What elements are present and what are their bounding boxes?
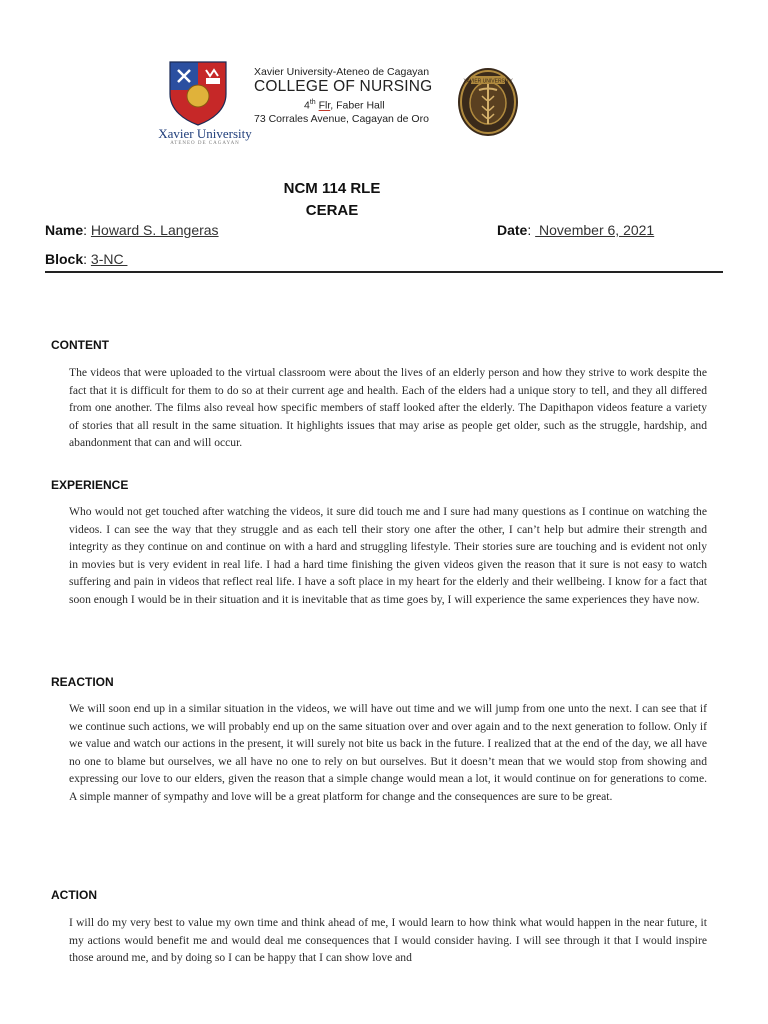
floor-building: , Faber Hall: [330, 99, 385, 112]
section-reaction: [45, 675, 723, 806]
date-label: Date: [497, 222, 528, 238]
date-value: November 6, 2021: [535, 222, 655, 238]
header-divider: [45, 271, 723, 273]
section-text: I will do my very best to value my own time and think ahead of me, I would learn to how think what would happen in the near future, it my actions would benefit me and would deal me consequences that I would consider having. I will see through it that I would inspire those around me, and by doing so I can be happy that I can show love and: [69, 916, 707, 965]
letterhead-floor: [254, 96, 454, 113]
section-text: The videos that were uploaded to the virtual classroom were about the lives of an elderly person and how they strive to work despite the fact that it is difficult for them to do so at their current age and health. Each of the elders had a unique story to tell, and they all differed from one another. The films also reveal how specific members of staff looked after the elderly. The Dapithapon videos feature a variety of stories that all result in the same situation. It highlights issues that may arise as people get older, such as the struggle, hardship, and abandonment that can and will occur.: [69, 366, 707, 450]
floor-abbreviation: Flr: [318, 99, 331, 112]
date-field: Date: November 6, 2021: [497, 222, 655, 238]
section-heading: CONTENT: [51, 338, 109, 352]
floor-number: 4: [304, 99, 310, 112]
letterhead-university: Xavier University-Ateneo de Cagayan: [254, 66, 430, 78]
block-field: Block: 3-NC: [45, 251, 128, 267]
letterhead-address: 73 Corrales Avenue, Cagayan de Oro: [254, 112, 429, 125]
section-text: Who would not get touched after watching the videos, it sure did touch me and I sure had many questions as I continue on watching the videos. I can see the way that they struggle and as each tell their story one after the other, I can’t help but admire their strength and integrity as they continue on and continue on with a hard and struggling lifestyle. Their stories sure are touching and is evident not only in movies but is very evident in real life. I had a hard time finishing the given videos given the reason that it sure is not easy to watch suffering and pain in videos that reflect real life. I have a soft place in my heart for the elderly and their wellbeing. I know for a fact that soon enough I would be in their situation and it is inevitable that as time goes by, I will experience the same experiences they have now.: [69, 505, 707, 606]
name-label: Name: [45, 222, 84, 238]
xavier-university-logo: [150, 60, 260, 144]
section-action: [45, 888, 723, 967]
course-subtitle: CERAE: [305, 202, 359, 219]
university-logo-text: Xavier University: [158, 126, 252, 141]
course-title: NCM 114 RLE: [283, 180, 381, 197]
university-shield-icon: [150, 60, 260, 126]
section-heading: ACTION: [51, 888, 97, 902]
section-text: We will soon end up in a similar situation in the videos, we will have out time and we will jump from one unto the next. I can see that if we continue such actions, we will probably end up on the same situation over and over again and to the next generation to follow. Only if we value and watch our actions in the present, it will surely not bite us back in the future. I realized that at the end of the day, we all have no one to blame but ourselves, we all have no one to rely on but ourselves. But it doesn’t mean that we would stop from showing and expressing our love to our elders, given the reason that a simple change would mean a lot, it would continue on for generations to come. A simple manner of sympathy and love will be a great platform for change and the consequences are sure to be great.: [69, 702, 707, 803]
section-content: [45, 338, 723, 452]
name-value: Howard S. Langeras: [90, 222, 219, 238]
section-heading: EXPERIENCE: [51, 478, 129, 492]
name-field: Name: Howard S. Langeras: [45, 222, 219, 238]
section-heading: REACTION: [51, 675, 114, 689]
nursing-seal-icon: [455, 66, 521, 138]
college-of-nursing-seal: [455, 66, 521, 138]
section-experience: [45, 478, 723, 609]
block-label: Block: [45, 251, 84, 267]
letterhead: [254, 66, 454, 126]
block-value: 3-NC: [90, 251, 128, 267]
title-block: [232, 178, 432, 222]
seal-ring-text: XAVIER UNIVERSITY: [463, 78, 513, 85]
university-logo-subtext: ATENEO DE CAGAYAN: [170, 141, 240, 146]
letterhead-college: COLLEGE OF NURSING: [254, 78, 433, 95]
floor-superscript: th: [309, 99, 316, 106]
